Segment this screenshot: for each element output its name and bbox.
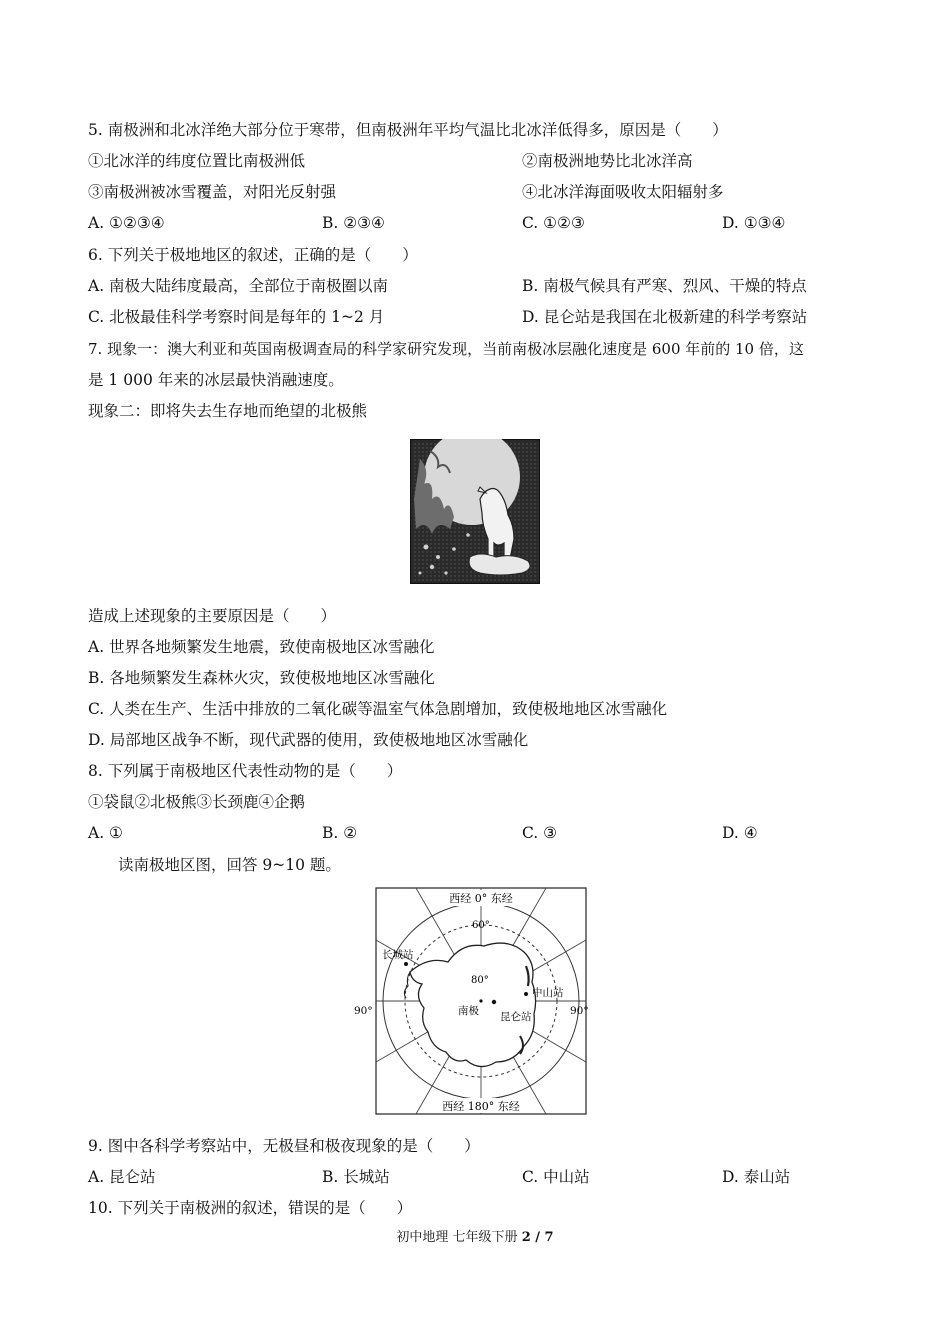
- q6-option-c: C. 北极最佳科学考察时间是每年的 1~2 月: [88, 308, 385, 326]
- map-label-bottom-meridian: 西经 180° 东经: [442, 1100, 520, 1113]
- q8-option-a: A. ①: [88, 824, 123, 842]
- q8-stem: 8. 下列属于南极地区代表性动物的是（ ）: [88, 762, 403, 780]
- q8-animal-list: ①袋鼠②北极熊③长颈鹿④企鹅: [88, 793, 306, 811]
- q6-option-d: D. 昆仑站是我国在北极新建的科学考察站: [522, 308, 808, 326]
- q6-option-b: B. 南极气候具有严寒、烈风、干燥的特点: [522, 277, 807, 295]
- q7-line-2: 是 1 000 年来的冰层最快消融速度。: [88, 371, 344, 389]
- map-label-pole: 南极: [458, 1005, 479, 1017]
- q5-option-a: A. ①②③④: [88, 214, 165, 232]
- q5-option-c: C. ①②③: [522, 214, 585, 232]
- page-footer: [0, 1229, 950, 1247]
- map-label-kunlun-station: 昆仑站: [500, 1011, 532, 1023]
- q8-option-d: D. ④: [722, 824, 758, 842]
- footer-page-number: 2 / 7: [521, 1230, 554, 1245]
- q8-option-b: B. ②: [322, 824, 358, 842]
- map-label-left-90: 90°: [354, 1005, 373, 1017]
- q5-stem: 5. 南极洲和北冰洋绝大部分位于寒带，但南极洲年平均气温比北冰洋低得多，原因是（ ）: [88, 121, 728, 139]
- map-label-lat-60: 60°: [472, 920, 490, 931]
- q7-line-1: 7. 现象一：澳大利亚和英国南极调查局的科学家研究发现，当前南极冰层融化速度是 600 年前的 10 倍，这: [88, 340, 804, 358]
- map-label-lat-80: 80°: [471, 975, 489, 986]
- q7-question: 造成上述现象的主要原因是（ ）: [88, 607, 337, 625]
- polar-bear-illustration: [410, 439, 540, 584]
- q9-10-intro: 读南极地区图，回答 9~10 题。: [118, 856, 341, 874]
- map-label-top-meridian: 西经 0° 东经: [449, 892, 513, 905]
- q5-option-d: D. ①③④: [722, 214, 786, 232]
- q5-statement-1: ①北冰洋的纬度位置比南极洲低: [88, 152, 306, 170]
- q7-line-3: 现象二：即将失去生存地而绝望的北极熊: [88, 402, 368, 420]
- q8-option-c: C. ③: [522, 824, 558, 842]
- q7-option-b: B. 各地频繁发生森林火灾，致使极地地区冰雪融化: [88, 669, 435, 687]
- q9-option-a: A. 昆仑站: [88, 1168, 156, 1186]
- q5-statement-3: ③南极洲被冰雪覆盖，对阳光反射强: [88, 183, 337, 201]
- q5-option-b: B. ②③④: [322, 214, 385, 232]
- footer-course: 初中地理 七年级下册: [396, 1230, 522, 1245]
- q6-stem: 6. 下列关于极地地区的叙述，正确的是（ ）: [88, 246, 418, 264]
- q7-option-c: C. 人类在生产、生活中排放的二氧化碳等温室气体急剧增加，致使极地地区冰雪融化: [88, 700, 668, 718]
- q9-option-d: D. 泰山站: [722, 1168, 791, 1186]
- q9-option-b: B. 长城站: [322, 1168, 390, 1186]
- map-label-changcheng-station: 长城站: [382, 949, 414, 961]
- q7-option-a: A. 世界各地频繁发生地震，致使南极地区冰雪融化: [88, 638, 435, 656]
- q9-option-c: C. 中山站: [522, 1168, 590, 1186]
- q9-stem: 9. 图中各科学考察站中，无极昼和极夜现象的是（ ）: [88, 1137, 480, 1155]
- map-label-right-90: 90°: [570, 1005, 589, 1017]
- antarctica-map: [350, 886, 595, 1118]
- q5-statement-4: ④北冰洋海面吸收太阳辐射多: [522, 183, 724, 201]
- map-label-zhongshan-station: 中山站: [532, 987, 564, 999]
- q7-option-d: D. 局部地区战争不断，现代武器的使用，致使极地地区冰雪融化: [88, 731, 529, 749]
- q10-stem: 10. 下列关于南极洲的叙述，错误的是（ ）: [88, 1199, 413, 1217]
- q5-statement-2: ②南极洲地势比北冰洋高: [522, 152, 693, 170]
- q6-option-a: A. 南极大陆纬度最高，全部位于南极圈以南: [88, 277, 389, 295]
